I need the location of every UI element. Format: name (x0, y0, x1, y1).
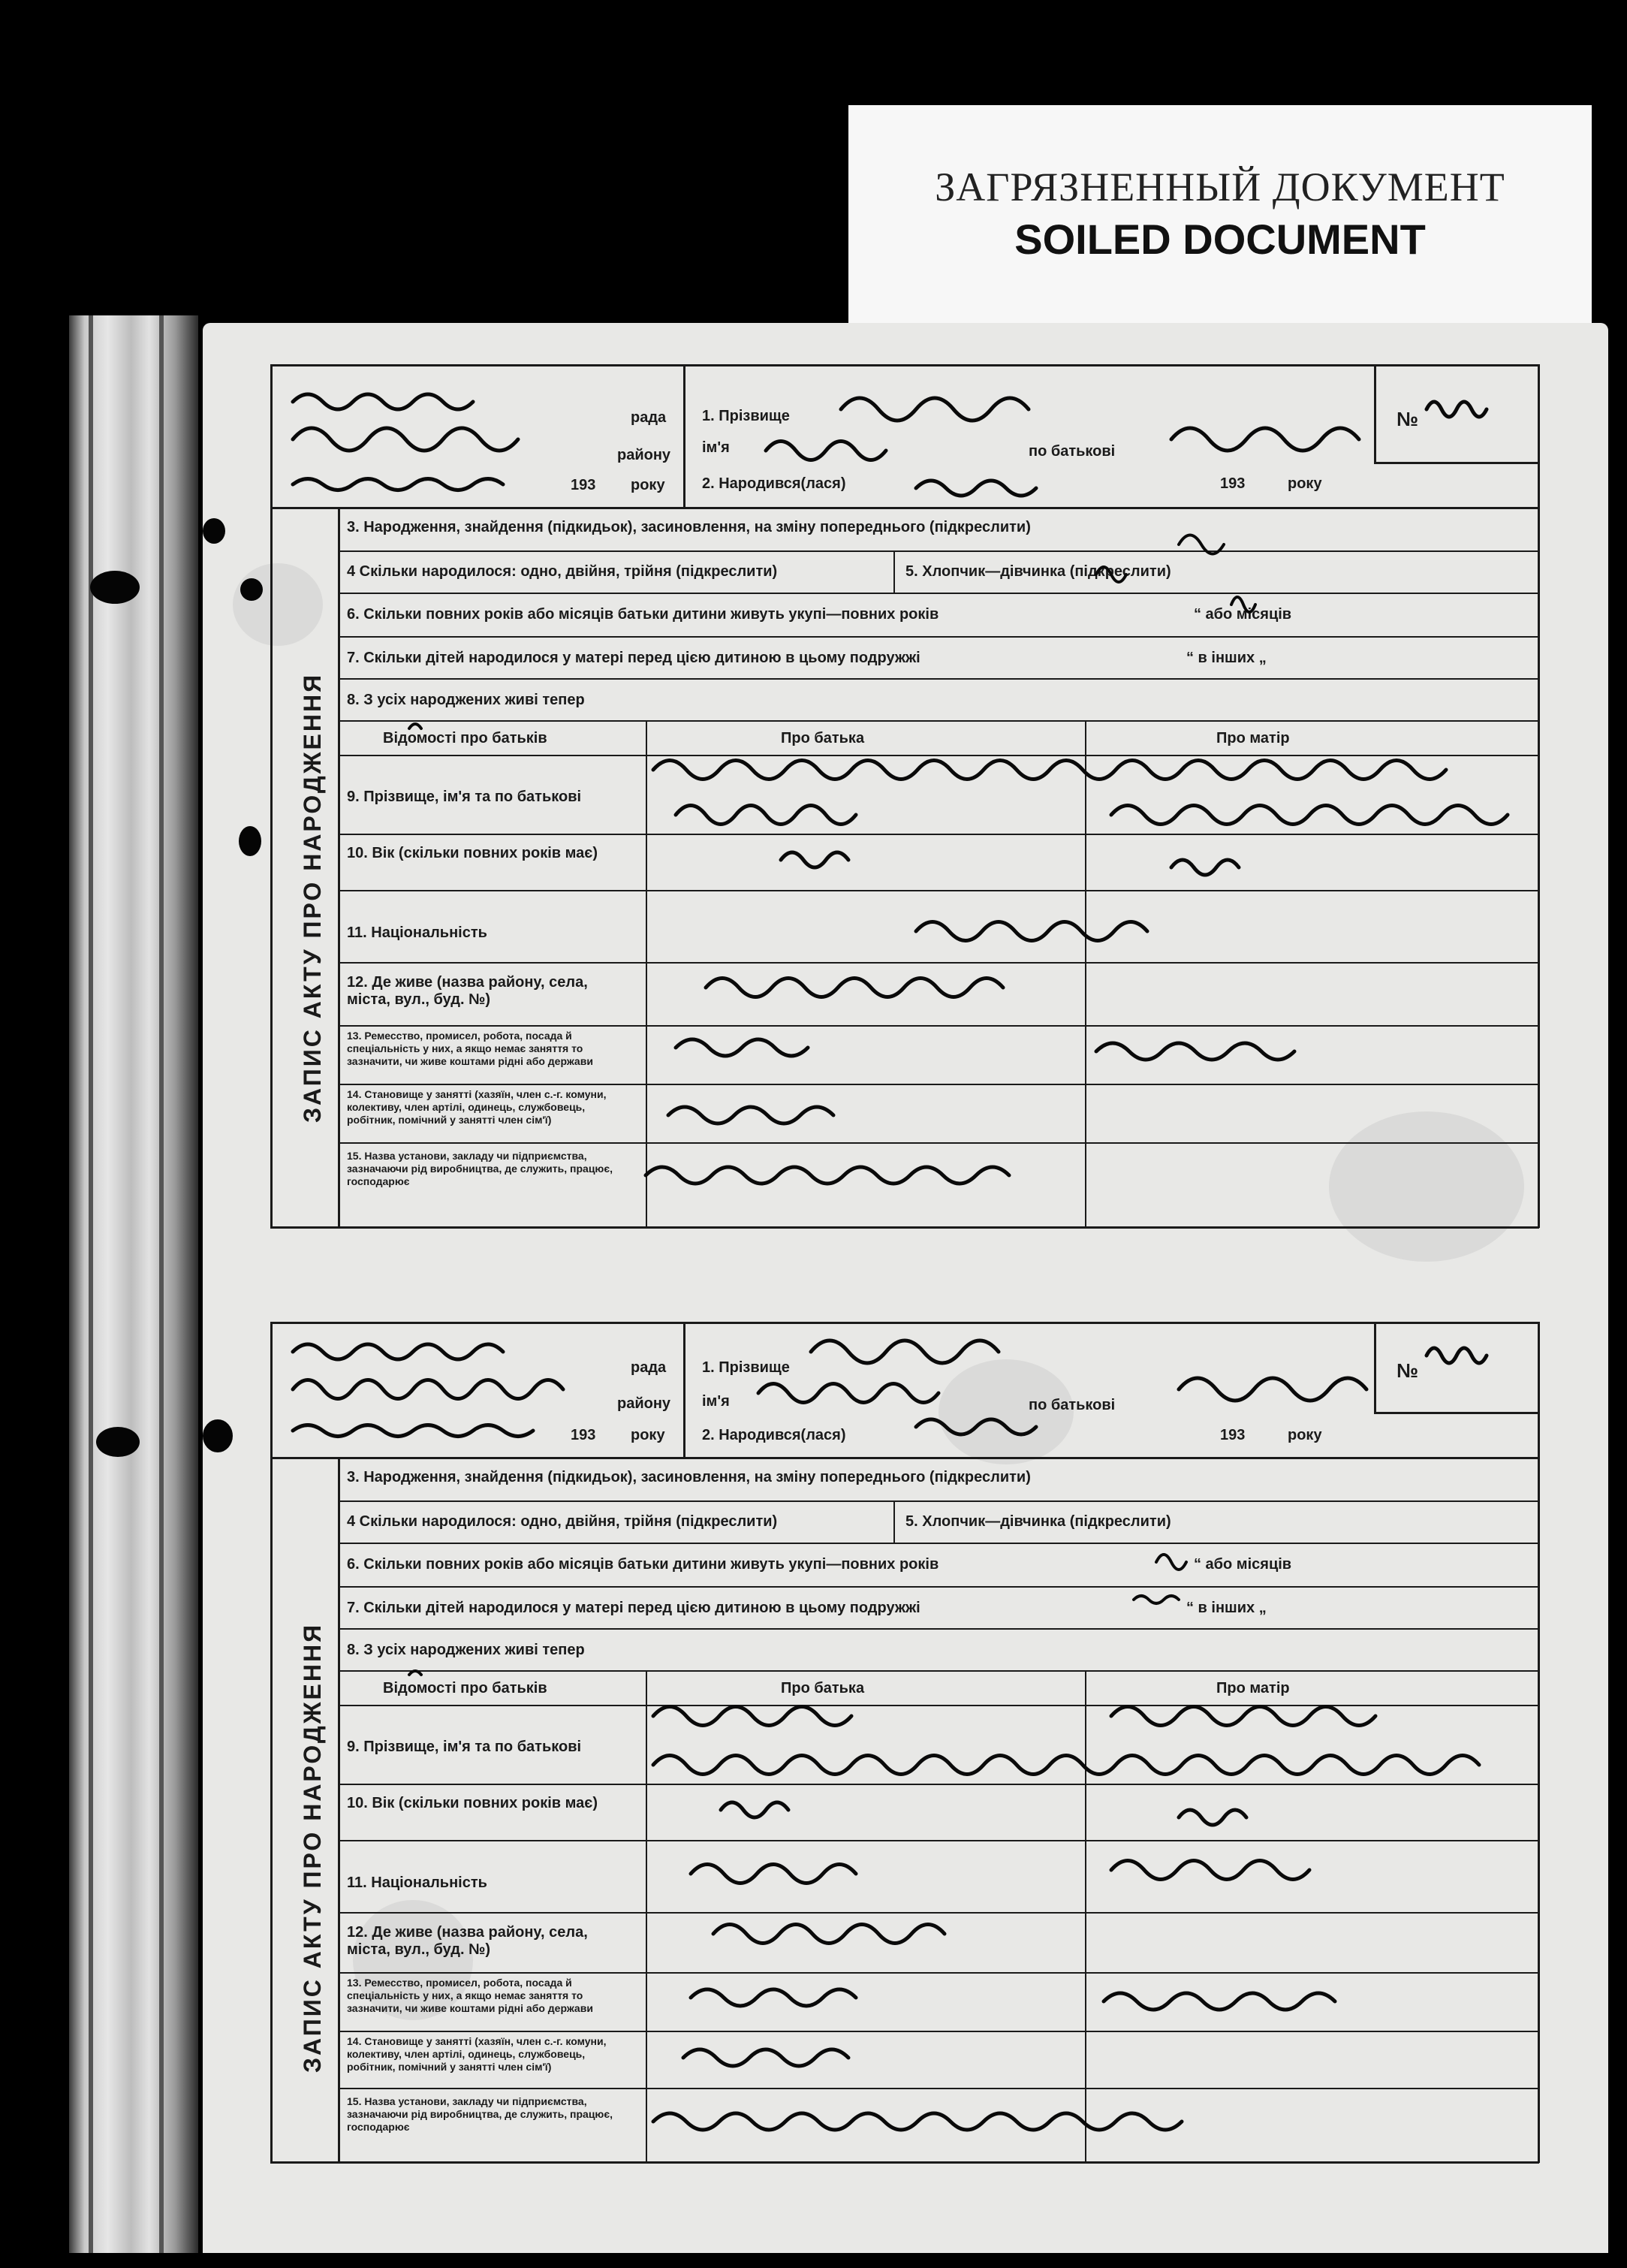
father-column-header: Про батька (781, 730, 865, 746)
binding-hole (240, 578, 263, 601)
patronymic-label: по батькові (1029, 1397, 1116, 1413)
parents-info-header: Відомості про батьків (383, 730, 547, 746)
name-label: ім'я (702, 1393, 730, 1410)
mother-column-header: Про матір (1216, 1680, 1290, 1696)
side-title: ЗАПИС АКТУ ПРО НАРОДЖЕННЯ (299, 672, 326, 1123)
row-12-label: 12. Де живе (назва району, села, міста, вул., буд. №) (347, 974, 588, 1008)
row-6-months-label: “ або місяців (1194, 606, 1292, 623)
birth-record-1 (270, 364, 1539, 1228)
binding-hole (239, 826, 261, 856)
surname-label: 1. Прізвище (702, 1359, 790, 1376)
roku-label: року (631, 477, 665, 493)
binding-hole (96, 1427, 140, 1457)
row-13-label: 13. Ремесство, промисел, робота, посада й спеціальність у них, а якщо немає заняття то зазначити, чи живе коштами рідні або держави (347, 1977, 593, 2014)
surname-label: 1. Прізвище (702, 408, 790, 424)
binding-hole (203, 1419, 233, 1452)
parents-info-header: Відомості про батьків (383, 1680, 547, 1696)
birth-record-2 (270, 1322, 1539, 2163)
year-prefix: 193 (571, 1427, 596, 1443)
row-9-label: 9. Прізвище, ім'я та по батькові (347, 1739, 582, 1755)
handwritten-header-entries (285, 1329, 1532, 1457)
record-number-label: № (1397, 1359, 1418, 1382)
rada-label: рада (631, 1359, 667, 1376)
raion-label: району (617, 1395, 671, 1412)
row-6-label: 6. Скільки повних років або місяців батьки дитини живуть укупі—повних років (347, 606, 939, 623)
name-label: ім'я (702, 439, 730, 456)
row-3-label: 3. Народження, знайдення (підкидьок), засиновлення, на зміну попереднього (підкреслити) (347, 519, 1031, 535)
binding-hole (90, 571, 140, 604)
rada-label: рада (631, 409, 667, 426)
binding-hole (203, 518, 225, 544)
row-7-other-label: “ в інших „ (1186, 1600, 1267, 1616)
born-label: 2. Народився(лася) (702, 1427, 846, 1443)
side-title: ЗАПИС АКТУ ПРО НАРОДЖЕННЯ (299, 1622, 326, 2073)
row-10-label: 10. Вік (скільки повних років має) (347, 845, 598, 861)
row-8-label: 8. З усіх народжених живі тепер (347, 692, 585, 708)
row-15-label: 15. Назва установи, закладу чи підприємства, зазначаючи рід виробництва, де служить, працює, господарює (347, 1150, 613, 1187)
year-prefix: 193 (1220, 1427, 1246, 1443)
raion-label: району (617, 447, 671, 463)
row-13-label: 13. Ремесство, промисел, робота, посада й спеціальність у них, а якщо немає заняття то зазначити, чи живе коштами рідні або держави (347, 1030, 593, 1067)
handwritten-body-entries (270, 507, 1539, 1228)
roku-label: року (1288, 475, 1322, 492)
binding-strip (69, 315, 198, 2253)
row-7-other-label: “ в інших „ (1186, 650, 1267, 666)
row-6-label: 6. Скільки повних років або місяців батьки дитини живуть укупі—повних років (347, 1556, 939, 1573)
row-4-label: 4 Скільки народилося: одно, двійня, трійня (підкреслити) (347, 563, 778, 580)
row-12-label: 12. Де живе (назва району, села, міста, вул., буд. №) (347, 1924, 588, 1958)
roku-label: року (631, 1427, 665, 1443)
row-4-label: 4 Скільки народилося: одно, двійня, трійня (підкреслити) (347, 1513, 778, 1530)
row-10-label: 10. Вік (скільки повних років має) (347, 1795, 598, 1811)
row-3-label: 3. Народження, знайдення (підкидьок), засиновлення, на зміну попереднього (підкреслити) (347, 1469, 1031, 1485)
row-8-label: 8. З усіх народжених живі тепер (347, 1642, 585, 1658)
mother-column-header: Про матір (1216, 730, 1290, 746)
row-14-label: 14. Становище у занятті (хазяїн, член с.-г. комуни, колективу, член артілі, одинець, службовець, робітник, помічний у занятті член сім'ї) (347, 1088, 607, 1126)
handwritten-body-entries (270, 1457, 1539, 2163)
stamp-text-ru: ЗАГРЯЗНЕННЫЙ ДОКУМЕНТ (935, 164, 1505, 210)
record-number-label: № (1397, 408, 1418, 430)
soiled-document-label (848, 105, 1592, 330)
stamp-text-en: SOILED DOCUMENT (1014, 216, 1426, 263)
row-7-label: 7. Скільки дітей народилося у матері перед цією дитиною в цьому подружжі (347, 1600, 920, 1616)
year-prefix: 193 (1220, 475, 1246, 492)
row-15-label: 15. Назва установи, закладу чи підприємства, зазначаючи рід виробництва, де служить, працює, господарює (347, 2095, 613, 2133)
row-11-label: 11. Національність (347, 924, 487, 941)
roku-label: року (1288, 1427, 1322, 1443)
patronymic-label: по батькові (1029, 443, 1116, 460)
handwritten-header-entries (285, 379, 1532, 507)
row-7-label: 7. Скільки дітей народилося у матері перед цією дитиною в цьому подружжі (347, 650, 920, 666)
father-column-header: Про батька (781, 1680, 865, 1696)
year-prefix: 193 (571, 477, 596, 493)
row-5-label: 5. Хлопчик—дівчинка (підкреслити) (905, 1513, 1171, 1530)
born-label: 2. Народився(лася) (702, 475, 846, 492)
row-14-label: 14. Становище у занятті (хазяїн, член с.-г. комуни, колективу, член артілі, одинець, службовець, робітник, помічний у занятті член сім'ї) (347, 2035, 607, 2073)
row-9-label: 9. Прізвище, ім'я та по батькові (347, 789, 582, 805)
row-5-label: 5. Хлопчик—дівчинка (підкреслити) (905, 563, 1171, 580)
row-11-label: 11. Національність (347, 1874, 487, 1891)
row-6-months-label: “ або місяців (1194, 1556, 1292, 1573)
